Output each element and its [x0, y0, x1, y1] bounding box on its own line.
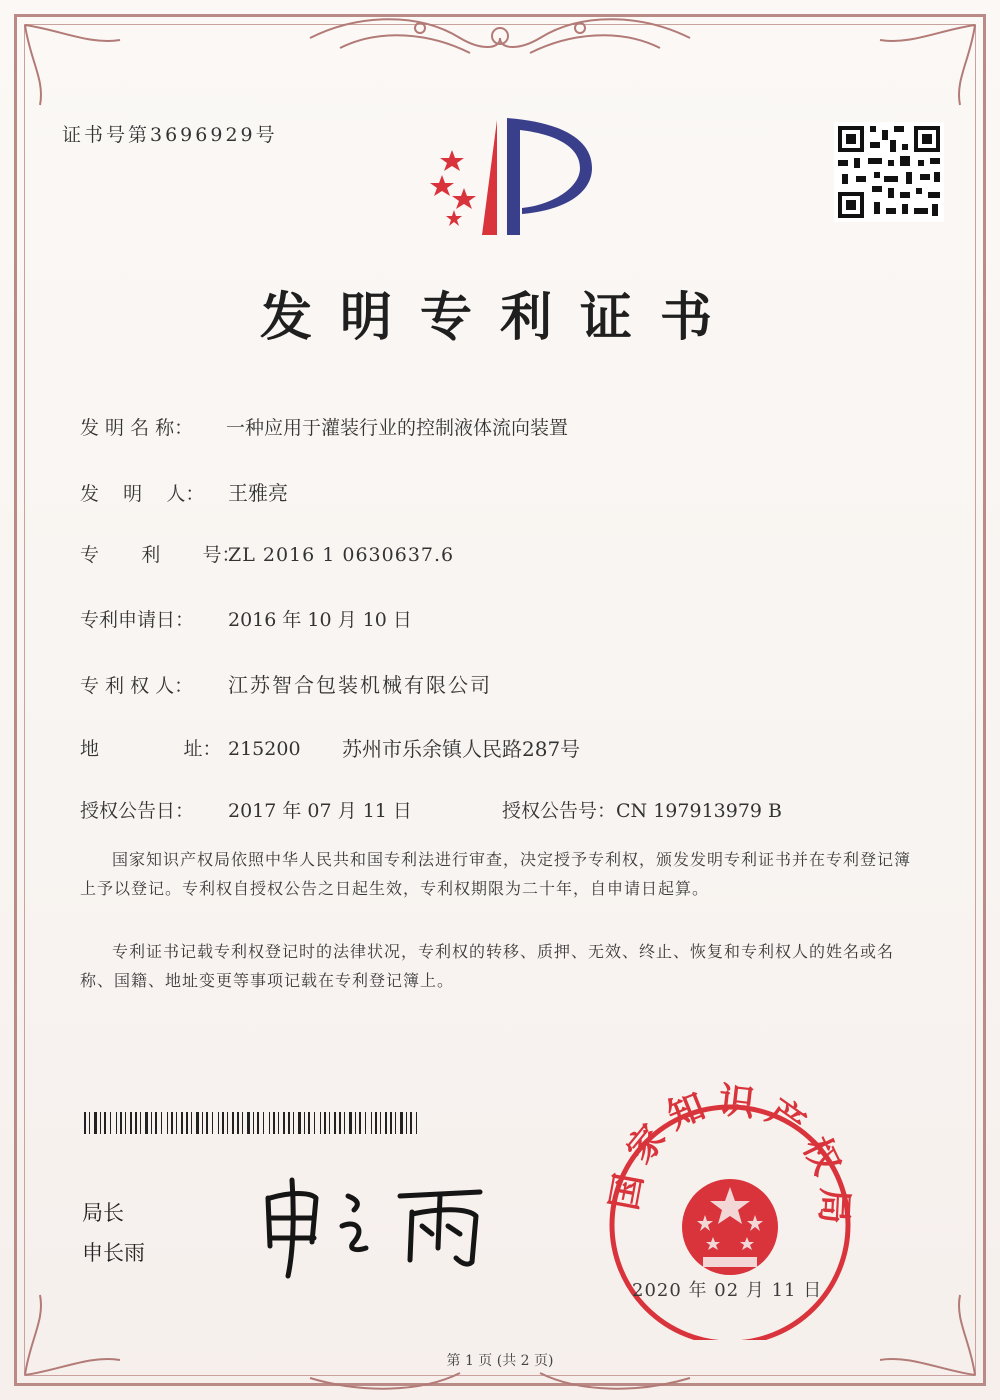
barcode-bar — [206, 1112, 208, 1134]
qr-code-icon — [834, 122, 944, 222]
application-date-label: 专利申请日： — [80, 609, 195, 631]
grant-date-label: 授权公告日： — [80, 800, 195, 822]
barcode-bar — [390, 1112, 392, 1134]
barcode-bar — [293, 1112, 294, 1134]
field-grant-date — [80, 796, 412, 823]
barcode-bar — [385, 1112, 387, 1134]
barcode-bar — [359, 1112, 361, 1134]
barcode-bar — [202, 1112, 203, 1134]
barcode-bar — [263, 1112, 264, 1134]
barcode-bar — [227, 1112, 228, 1134]
barcode-bar — [365, 1112, 366, 1134]
paragraph-grant-statement: 国家知识产权局依照中华人民共和国专利法进行审查，决定授予专利权，颁发发明专利证书并在专利登记簿上予以登记。专利权自授权公告之日起生效，专利权期限为二十年，自申请日起算。 — [80, 850, 912, 898]
barcode-bar — [242, 1112, 243, 1134]
barcode-bar — [253, 1112, 254, 1134]
top-ornament — [300, 8, 700, 68]
barcode-bar — [104, 1112, 106, 1134]
barcode-bar — [247, 1112, 250, 1134]
barcode-bar — [344, 1112, 345, 1134]
barcode-bar — [94, 1112, 97, 1134]
barcode-bar — [140, 1112, 141, 1134]
barcode-bar — [320, 1112, 321, 1134]
barcode-bar — [416, 1112, 417, 1134]
barcode-bar — [400, 1112, 403, 1134]
field-invention-name — [80, 413, 568, 440]
barcode-bar — [181, 1112, 183, 1134]
inventor-value: 王雅亮 — [228, 481, 288, 505]
barcode-bar — [273, 1112, 275, 1134]
patent-number-value: ZL 2016 1 0630637.6 — [228, 544, 455, 566]
barcode-bar — [308, 1112, 310, 1134]
barcode-bar — [304, 1112, 305, 1134]
grant-date-value: 2017 年 07 月 11 日 — [228, 800, 412, 822]
barcode-bar — [278, 1112, 279, 1134]
field-application-date — [80, 605, 412, 632]
barcode-bar — [167, 1112, 168, 1134]
barcode-bar — [288, 1112, 290, 1134]
barcode-bar — [324, 1112, 326, 1134]
patentee-label: 专 利 权 人： — [80, 675, 194, 697]
barcode-bar — [283, 1112, 285, 1134]
director-title: 局长 — [82, 1201, 124, 1225]
barcode-bar — [329, 1112, 330, 1134]
field-address — [80, 734, 301, 761]
barcode-bar — [339, 1112, 341, 1134]
application-date-value: 2016 年 10 月 10 日 — [228, 609, 412, 631]
patent-office-logo-icon — [412, 110, 602, 245]
barcode-bar — [145, 1112, 148, 1134]
barcode-bar — [314, 1112, 315, 1134]
seal-date: 2020 年 02 月 11 日 — [632, 1280, 823, 1301]
barcode-icon — [84, 1112, 424, 1134]
director-signature-icon — [250, 1168, 520, 1283]
certificate-title: 发明专利证书 — [259, 288, 740, 348]
barcode-bar — [171, 1112, 173, 1134]
seal-text: 国家知识产权局 — [603, 1080, 855, 1235]
certificate-number: 证书号第3696929号 — [62, 124, 278, 146]
barcode-bar — [371, 1112, 372, 1134]
inventor-label: 发 明 人： — [80, 483, 205, 505]
invention-name-value: 一种应用于灌装行业的控制液体流向装置 — [226, 417, 569, 439]
grant-number-label: 授权公告号： — [502, 800, 617, 822]
director-name: 申长雨 — [82, 1241, 145, 1265]
barcode-bar — [232, 1112, 234, 1134]
field-grant-number — [502, 796, 782, 823]
patent-number-label: 专 利 号： — [80, 544, 241, 566]
paragraph-legal-status: 专利证书记载专利权登记时的法律状况，专利权的转移、质押、无效、终止、恢复和专利权人的姓名或名称、国籍、地址变更等事项记载在专利登记簿上。 — [80, 942, 895, 990]
barcode-bar — [380, 1112, 381, 1134]
grant-number-value: CN 197913979 B — [616, 800, 783, 822]
corner-ornament-top-right — [870, 20, 980, 110]
barcode-bar — [110, 1112, 111, 1134]
invention-name-label: 发 明 名 称： — [80, 417, 194, 439]
barcode-bar — [155, 1112, 157, 1134]
patentee-value: 江苏智合包装机械有限公司 — [228, 673, 492, 697]
barcode-bar — [334, 1112, 336, 1134]
field-patentee — [80, 669, 492, 698]
barcode-bar — [135, 1112, 137, 1134]
field-patent-number — [80, 540, 454, 567]
barcode-bar — [375, 1112, 377, 1134]
barcode-bar — [125, 1112, 126, 1134]
barcode-bar — [222, 1112, 224, 1134]
barcode-bar — [298, 1112, 301, 1134]
barcode-bar — [100, 1112, 101, 1134]
barcode-bar — [257, 1112, 259, 1134]
barcode-bar — [218, 1112, 219, 1134]
barcode-bar — [151, 1112, 152, 1134]
barcode-bar — [161, 1112, 162, 1134]
barcode-bar — [269, 1112, 270, 1134]
barcode-bar — [406, 1112, 407, 1134]
field-inventor — [80, 477, 288, 506]
page-number: 第 1 页 (共 2 页) — [446, 1353, 554, 1369]
barcode-bar — [196, 1112, 199, 1134]
barcode-bar — [191, 1112, 192, 1134]
address-postcode: 215200 — [228, 738, 301, 760]
barcode-bar — [410, 1112, 412, 1134]
barcode-bar — [237, 1112, 239, 1134]
barcode-bar — [130, 1112, 132, 1134]
barcode-bar — [176, 1112, 177, 1134]
barcode-bar — [89, 1112, 90, 1134]
barcode-bar — [349, 1112, 352, 1134]
barcode-bar — [212, 1112, 213, 1134]
barcode-bar — [186, 1112, 188, 1134]
barcode-bar — [120, 1112, 122, 1134]
barcode-bar — [355, 1112, 356, 1134]
address-city: 苏州市乐余镇人民路287号 — [342, 737, 581, 761]
barcode-bar — [395, 1112, 396, 1134]
barcode-bar — [84, 1112, 86, 1134]
barcode-bar — [116, 1112, 117, 1134]
corner-ornament-top-left — [20, 20, 130, 110]
address-label: 地 址： — [80, 738, 222, 760]
